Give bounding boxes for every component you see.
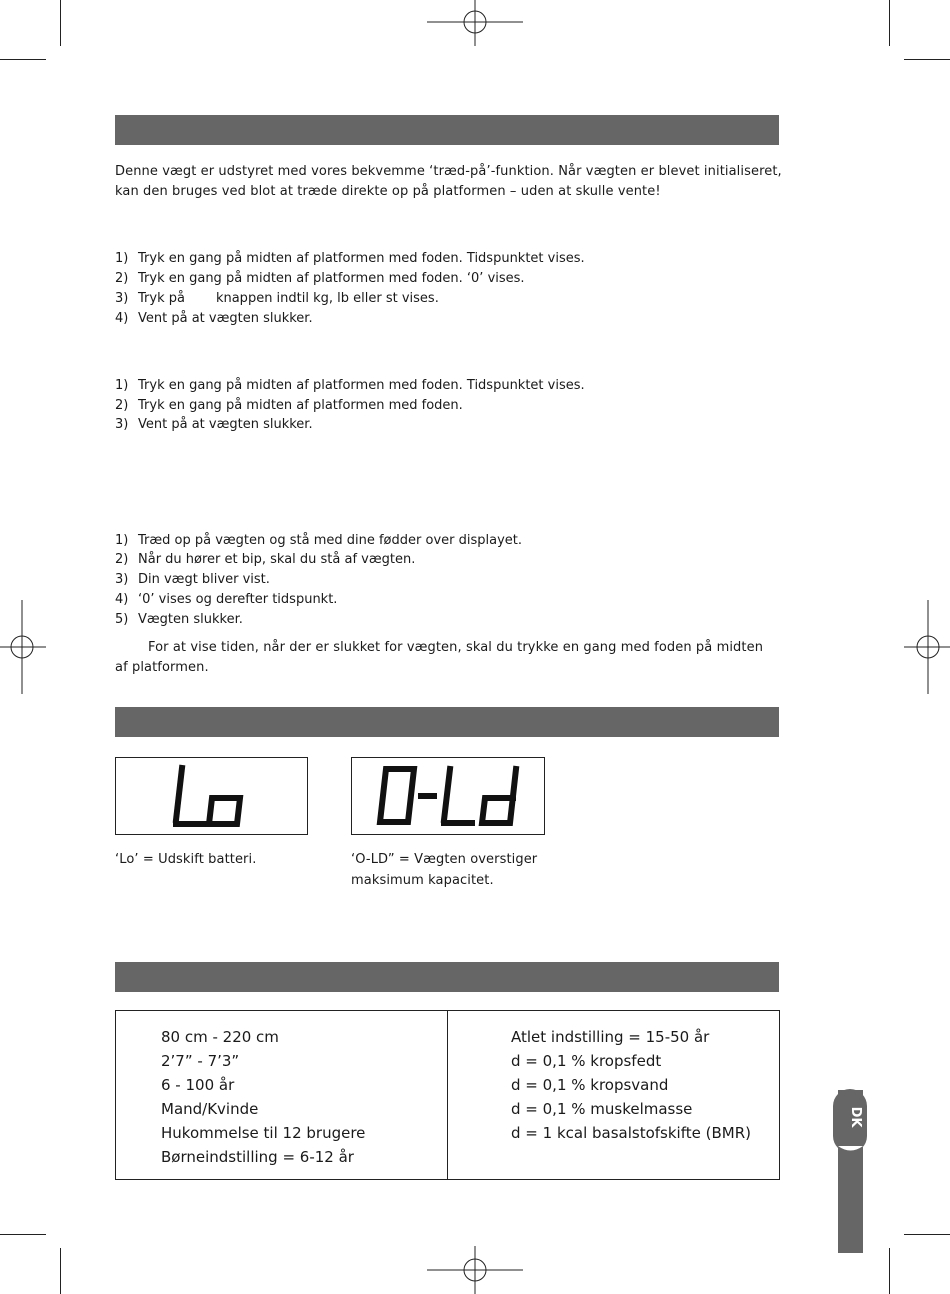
list-item: 2) Tryk en gang på midten af platformen med foden. ‘0’ vises. [115,271,525,286]
registration-mark-left [0,600,46,694]
spec-item: d = 0,1 % muskelmasse [511,1100,693,1118]
section-header-bar [115,962,779,992]
list-item: 3) Tryk på knappen indtil kg, lb eller st vises. [115,291,439,306]
lcd-display-lo [115,757,308,835]
spec-item: Hukommelse til 12 brugere [161,1124,366,1142]
lcd-reading-old [352,758,544,834]
note-line-2: af platformen. [115,660,209,675]
lcd-display-old [351,757,545,835]
spec-item: d = 0,1 % kropsfedt [511,1052,662,1070]
spec-item: 80 cm - 220 cm [161,1028,279,1046]
registration-mark-bottom [427,1246,523,1294]
list-item: 3) Din vægt bliver vist. [115,572,270,587]
list-item: 1) Tryk en gang på midten af platformen med foden. Tidspunktet vises. [115,378,585,393]
section-header-bar [115,115,779,145]
spec-item: Børneindstilling = 6-12 år [161,1148,354,1166]
list-item: 2) Tryk en gang på midten af platformen med foden. [115,398,463,413]
spec-item: d = 1 kcal basalstofskifte (BMR) [511,1124,751,1142]
registration-mark-right [904,600,950,694]
spec-item: 6 - 100 år [161,1076,235,1094]
list-item: 3) Vent på at vægten slukker. [115,417,313,432]
list-item: 4) ‘0’ vises og derefter tidspunkt. [115,592,338,607]
list-item: 5) Vægten slukker. [115,612,243,627]
old-caption-line-2: maksimum kapacitet. [351,873,494,888]
intro-line-2: kan den bruges ved blot at træde direkte op på platformen – uden at skulle vente! [115,184,661,199]
language-tab-label: DK [848,1106,863,1128]
registration-mark-top [427,0,523,50]
list-item: 1) Tryk en gang på midten af platformen med foden. Tidspunktet vises. [115,251,585,266]
list-item: 2) Når du hører et bip, skal du stå af vægten. [115,552,416,567]
note-line-1: For at vise tiden, når der er slukket for vægten, skal du trykke en gang med foden på midten [148,640,764,655]
list-item: 1) Træd op på vægten og stå med dine fødder over displayet. [115,533,522,548]
spec-item: Atlet indstilling = 15-50 år [511,1028,710,1046]
spec-item: d = 0,1 % kropsvand [511,1076,669,1094]
table-divider [447,1010,448,1180]
old-caption-line-1: ‘O-LD” = Vægten overstiger [351,852,538,867]
lo-caption: ‘Lo’ = Udskift batteri. [115,852,257,867]
lcd-reading-lo [116,758,307,834]
list-item: 4) Vent på at vægten slukker. [115,311,313,326]
tab-notch [838,1146,863,1156]
spec-item: 2’7” - 7’3” [161,1052,240,1070]
spec-item: Mand/Kvinde [161,1100,259,1118]
section-header-bar [115,707,779,737]
intro-line-1: Denne vægt er udstyret med vores bekvemme ‘træd-på’-funktion. Når vægten er blevet initialiseret, [115,164,782,179]
